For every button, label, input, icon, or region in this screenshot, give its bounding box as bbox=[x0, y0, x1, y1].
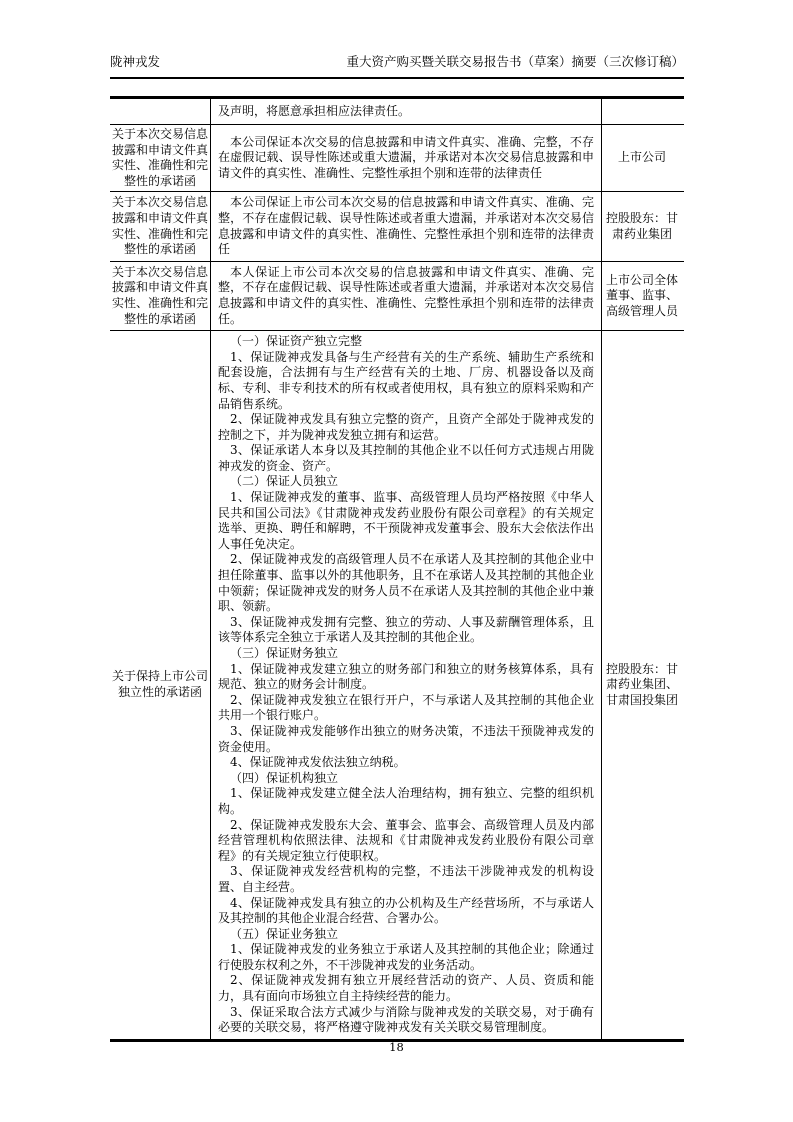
page-number: 18 bbox=[389, 1040, 404, 1054]
table-row bbox=[110, 261, 684, 330]
commitment-party-cell bbox=[602, 125, 682, 191]
commitment-paragraph: 2、保证陇神戎发拥有独立开展经营活动的资产、人员、资质和能力，具有面向市场独立自主持续经营的能力。 bbox=[218, 973, 594, 1004]
commitment-paragraph: 1、保证陇神戎发建立健全法人治理结构，拥有独立、完整的组织机构。 bbox=[218, 786, 594, 816]
table-row bbox=[110, 124, 684, 191]
commitment-paragraph: 2、保证陇神戎发独立在银行开户，不与承诺人及其控制的其他企业共用一个银行账户。 bbox=[218, 692, 594, 723]
commitment-paragraph: 本公司保证上市公司本次交易的信息披露和申请文件真实、准确、完整，不存在虚假记载、误导性陈述或者重大遗漏，并承诺对本次交易信息披露和申请文件的真实性、准确性、完整性承担个别和连带的法律责任 bbox=[218, 195, 594, 257]
table-row bbox=[110, 191, 684, 260]
commitment-paragraph: 3、保证陇神戎发经营机构的完整，不违法干涉陇神戎发的机构设置、自主经营。 bbox=[218, 864, 594, 894]
commitment-party-text: 上市公司 bbox=[617, 150, 666, 165]
commitment-paragraph: 1、保证陇神戎发的董事、监事、高级管理人员均严格按照《中华人民共和国公司法》《甘肃陇神戎发药业股份有限公司章程》的有关规定选举、更换、聘任和解聘，不干预陇神戎发董事会、股东大会依法作出人事任免决定。 bbox=[218, 490, 594, 551]
page-header bbox=[110, 54, 684, 79]
commitment-name-cell bbox=[110, 262, 210, 330]
table-row bbox=[110, 99, 684, 124]
commitment-name-cell bbox=[110, 125, 210, 191]
commitment-content-cell bbox=[210, 331, 602, 1039]
commitment-paragraph: 1、保证陇神戎发具备与生产经营有关的生产系统、辅助生产系统和配套设施，合法拥有与生产经营有关的土地、厂房、机器设备以及商标、专利、非专利技术的所有权或者使用权，具有独立的原料采购和产品销售系统。 bbox=[218, 349, 594, 411]
commitment-paragraph: （四）保证机构独立 bbox=[230, 770, 339, 785]
commitments-table bbox=[110, 96, 684, 1042]
commitment-paragraph: 2、保证陇神戎发股东大会、董事会、监事会、高级管理人员及内部经营管理机构依照法律、法规和《甘肃陇神戎发药业股份有限公司章程》的有关规定独立行使职权。 bbox=[218, 817, 594, 863]
commitment-paragraph: 4、保证陇神戎发具有独立的办公机构及生产经营场所，不与承诺人及其控制的其他企业混合经营、合署办公。 bbox=[218, 895, 594, 926]
commitment-paragraph: （五）保证业务独立 bbox=[230, 926, 339, 941]
commitment-content-cell bbox=[210, 125, 602, 191]
commitment-name-cell bbox=[110, 99, 210, 124]
commitment-party-cell bbox=[602, 262, 682, 330]
commitment-content-cell bbox=[210, 192, 602, 260]
commitment-party-cell bbox=[602, 99, 682, 124]
commitment-paragraph: （三）保证财务独立 bbox=[230, 646, 339, 660]
page-content bbox=[110, 54, 684, 1042]
commitment-name-text: 关于本次交易信息披露和申请文件真实性、准确性和完整性的承诺函 bbox=[112, 264, 209, 326]
commitment-paragraph: 及声明，将愿意承担相应法律责任。 bbox=[218, 103, 411, 118]
commitment-paragraph: 3、保证陇神戎发拥有完整、独立的劳动、人事及薪酬管理体系，且该等体系完全独立于承诺人及其控制的其他企业。 bbox=[218, 614, 594, 645]
header-company-name: 陇神戎发 bbox=[110, 54, 161, 69]
commitment-content-cell bbox=[210, 262, 602, 330]
commitment-paragraph: 1、保证陇神戎发建立独立的财务部门和独立的财务核算体系，具有规范、独立的财务会计制度。 bbox=[218, 661, 594, 692]
commitment-paragraph: 1、保证陇神戎发的业务独立于承诺人及其控制的其他企业；除通过行使股东权利之外，不干涉陇神戎发的业务活动。 bbox=[218, 942, 594, 972]
commitment-party-text: 控股股东：甘肃药业集团 bbox=[606, 210, 679, 241]
commitment-party-cell bbox=[602, 192, 682, 260]
commitment-name-text: 关于本次交易信息披露和申请文件真实性、准确性和完整性的承诺函 bbox=[112, 127, 209, 188]
commitment-paragraph: 3、保证陇神戎发能够作出独立的财务决策，不违法干预陇神戎发的资金使用。 bbox=[218, 723, 594, 754]
commitment-name-text: 关于本次交易信息披露和申请文件真实性、准确性和完整性的承诺函 bbox=[112, 195, 209, 257]
commitment-paragraph: 4、保证陇神戎发依法独立纳税。 bbox=[230, 755, 406, 770]
commitment-paragraph: 2、保证陇神戎发具有独立完整的资产，且资产全部处于陇神戎发的控制之下，并为陇神戎发独立拥有和运营。 bbox=[218, 412, 594, 442]
commitment-paragraph: 本人保证上市公司本次交易的信息披露和申请文件真实、准确、完整，不存在虚假记载、误导性陈述或者重大遗漏，并承诺对本次交易信息披露和申请文件的真实性、准确性、完整性承担个别和连带的法律责任。 bbox=[218, 264, 594, 326]
commitment-name-cell bbox=[110, 192, 210, 260]
commitment-party-cell bbox=[602, 331, 682, 1039]
commitment-paragraph: 本公司保证本次交易的信息披露和申请文件真实、准确、完整，不存在虚假记载、误导性陈述或重大遗漏，并承诺对本次交易信息披露和申请文件的真实性、准确性、完整性承担个别和连带的法律责任 bbox=[218, 134, 594, 180]
commitment-paragraph: （一）保证资产独立完整 bbox=[230, 334, 363, 349]
commitment-party-text: 控股股东：甘肃药业集团、甘肃国投集团 bbox=[606, 661, 679, 707]
commitment-paragraph: 3、保证承诺人本身以及其控制的其他企业不以任何方式违规占用陇神戎发的资金、资产。 bbox=[218, 443, 594, 473]
commitment-party-text: 上市公司全体董事、监事、高级管理人员 bbox=[606, 272, 679, 318]
header-document-title: 重大资产购买暨关联交易报告书（草案）摘要（三次修订稿） bbox=[346, 54, 684, 69]
commitment-content-cell bbox=[210, 99, 602, 124]
commitment-name-text: 关于保持上市公司独立性的承诺函 bbox=[112, 669, 209, 699]
commitment-paragraph: （二）保证人员独立 bbox=[230, 474, 339, 489]
commitment-name-cell bbox=[110, 331, 210, 1039]
commitment-paragraph: 2、保证陇神戎发的高级管理人员不在承诺人及其控制的其他企业中担任除董事、监事以外的其他职务，且不在承诺人及其控制的其他企业中领薪；保证陇神戎发的财务人员不在承诺人及其控制的其他企业中兼职、领薪。 bbox=[218, 552, 594, 614]
commitment-paragraph: 3、保证采取合法方式减少与消除与陇神戎发的关联交易，对于确有必要的关联交易，将严格遵守陇神戎发有关关联交易管理制度。 bbox=[218, 1004, 594, 1035]
table-row bbox=[110, 330, 684, 1039]
